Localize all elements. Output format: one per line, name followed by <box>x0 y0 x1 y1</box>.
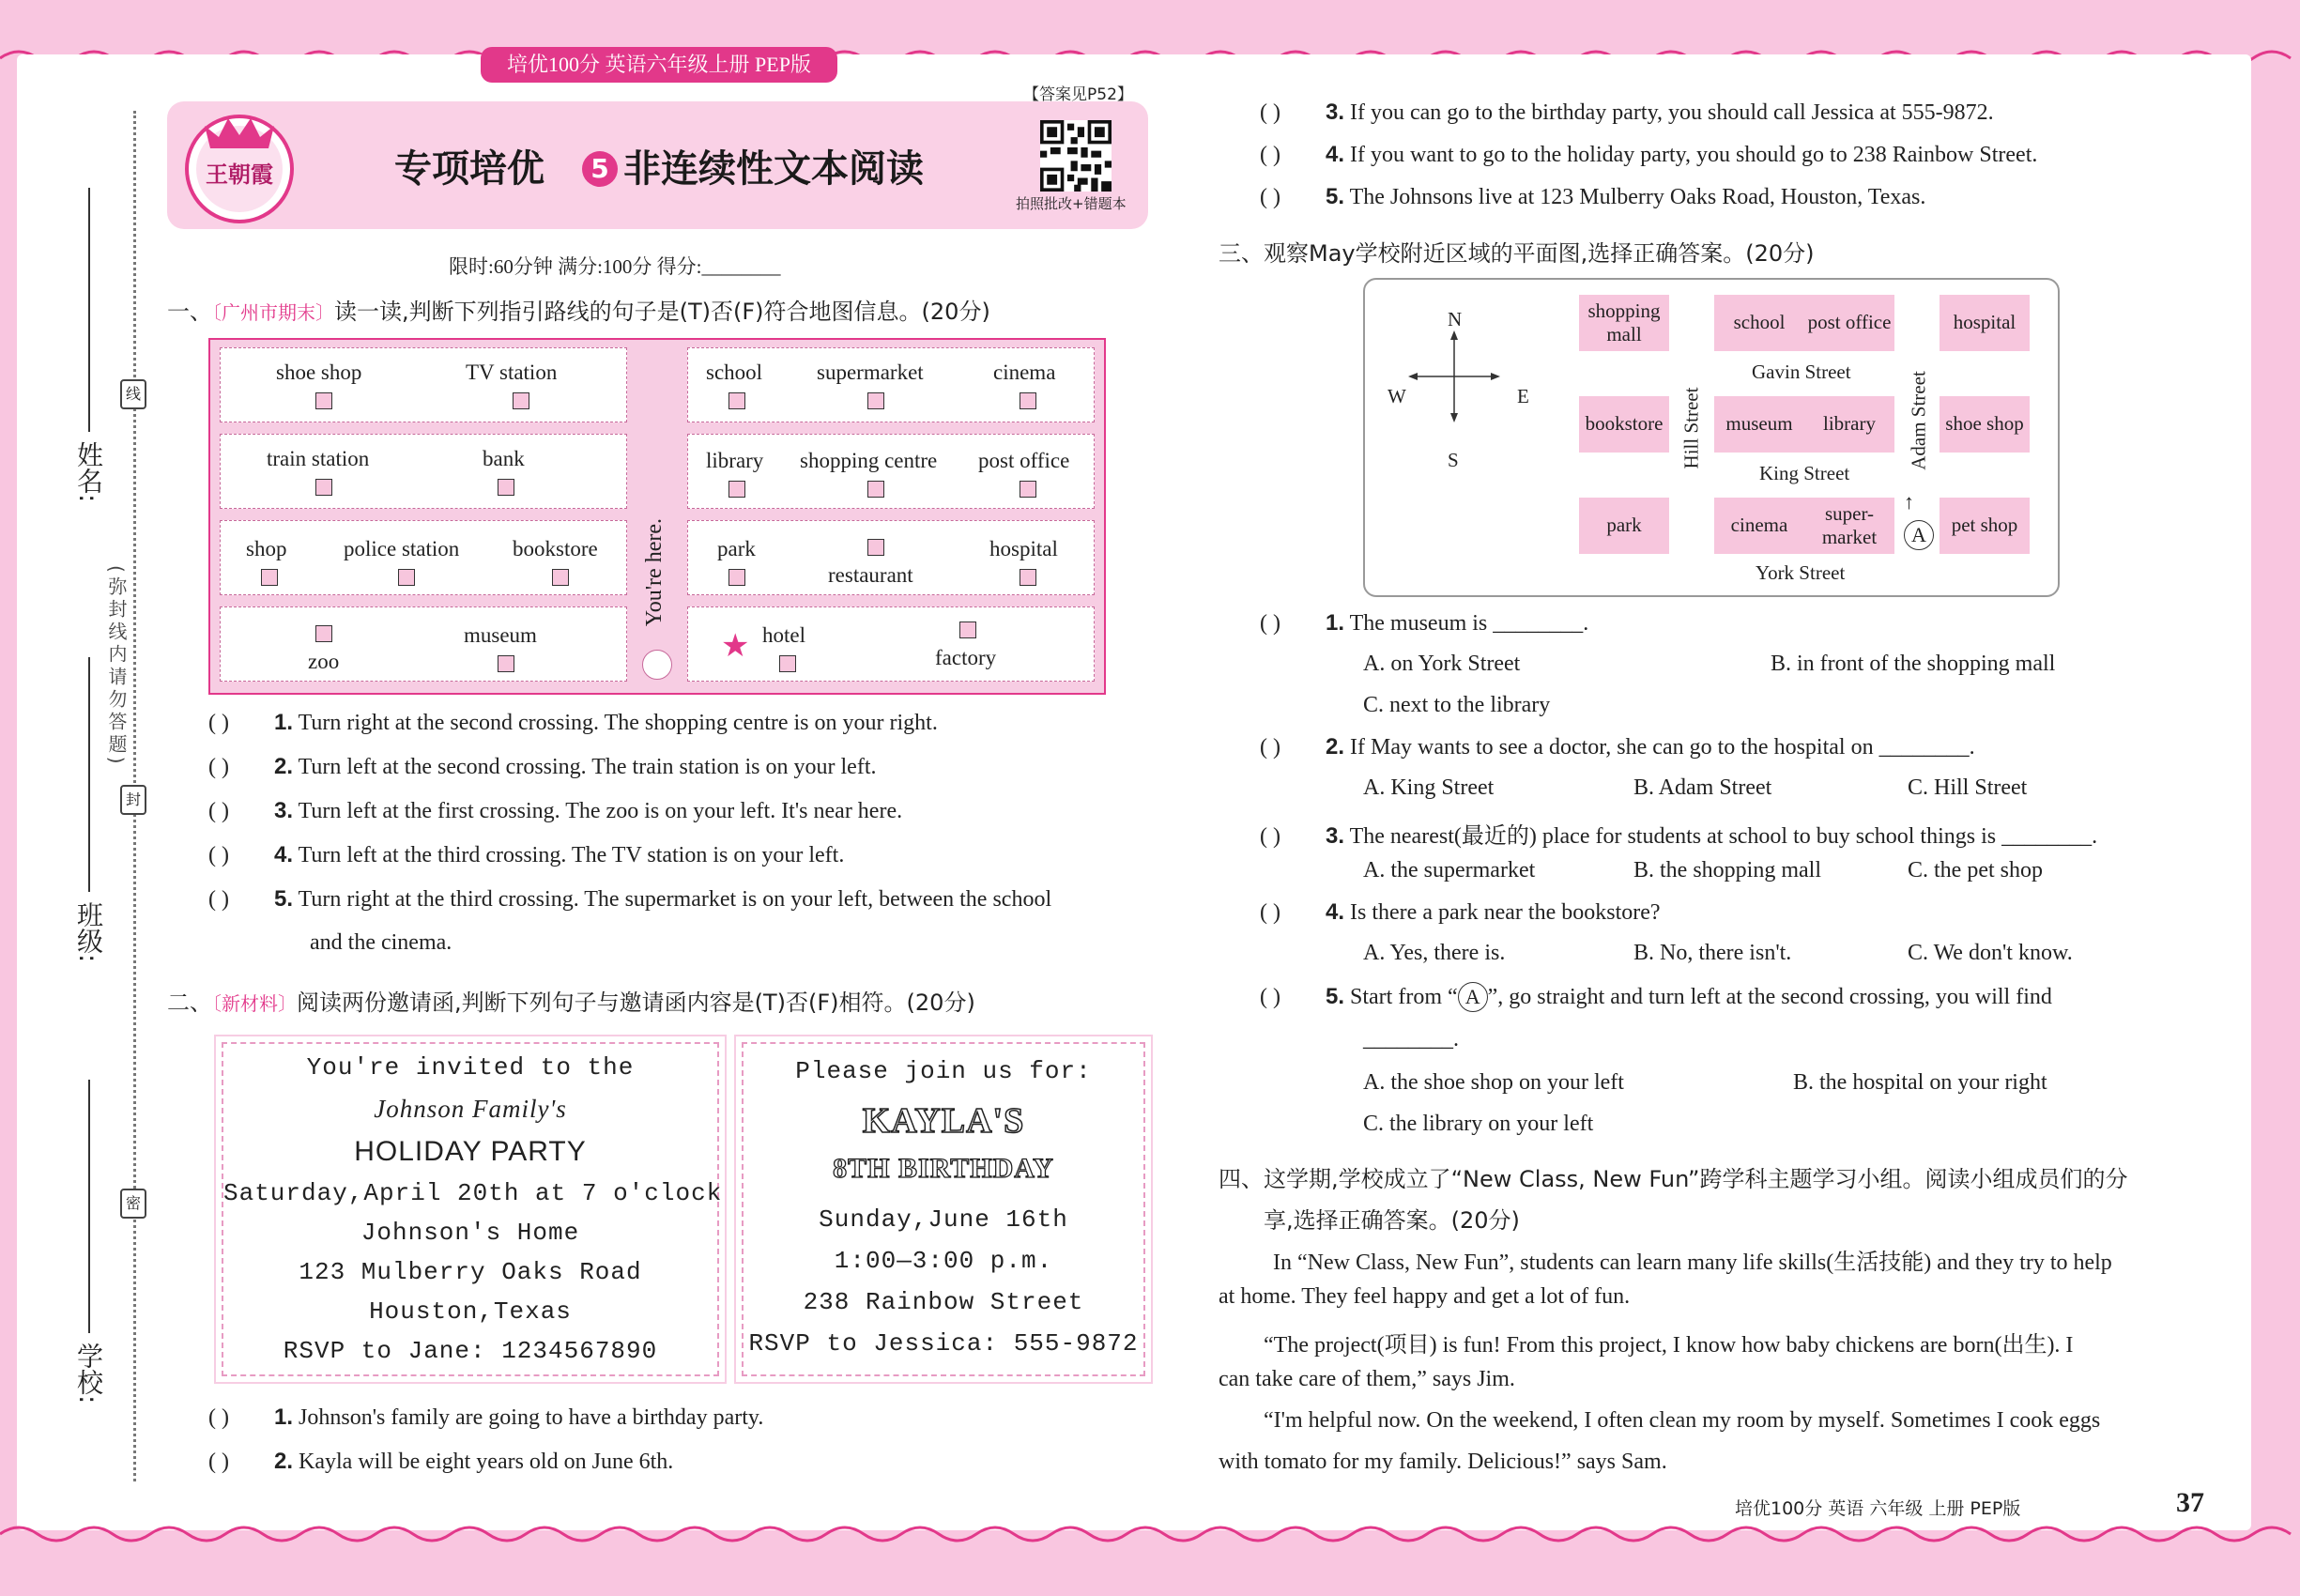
route-map <box>208 338 1106 695</box>
publisher-logo <box>176 105 302 225</box>
map-marker <box>261 569 278 586</box>
binding-note: (弥封线内请勿答题) <box>105 565 128 768</box>
block-l2 <box>220 434 627 509</box>
map-label-shop: shop <box>246 537 287 560</box>
class-label: 班级: <box>73 901 104 963</box>
inv2-line-4: Sunday,June 16th <box>819 1205 1068 1234</box>
s1-question-4: ( ) 4. Turn left at the third crossing. The TV station is on your left. <box>208 842 845 867</box>
s4-paragraph-1: In “New Class, New Fun”, students can learn many life skills(生活技能) and they try to help <box>1273 1251 2112 1275</box>
qr-code-icon[interactable] <box>1040 120 1112 192</box>
map2-york-street: York Street <box>1756 561 1846 584</box>
map-label-factory: factory <box>935 646 997 669</box>
s3-question-1: ( ) 1. The museum is ________. <box>1260 610 1589 636</box>
s1-question-5: ( ) 5. Turn right at the third crossing. The supermarket is on your left, between the school <box>208 886 1052 912</box>
map-marker <box>315 479 332 496</box>
block-l1 <box>220 347 627 422</box>
s2-question-1: ( ) 1. Johnson's family are going to have a birthday party. <box>208 1404 764 1430</box>
inv2-line-5: 1:00—3:00 p.m. <box>834 1247 1053 1275</box>
s3-question-3: ( ) 3. The nearest(最近的) place for students at school to buy school things is ________. <box>1260 823 2098 849</box>
inv1-line-8: RSVP to Jane: 1234567890 <box>283 1337 658 1365</box>
s3-q4-option-b: B. No, there isn't. <box>1633 941 1792 965</box>
map2-library: library <box>1804 396 1894 453</box>
seal-mark-seal: 封 <box>120 785 146 815</box>
section-2-number: 二、 <box>167 990 212 1016</box>
s3-q4-option-c: C. We don't know. <box>1908 941 2073 965</box>
section-2-instruction: 阅读两份邀请函,判断下列句子与邀请函内容是(T)否(F)相符。(20分) <box>297 990 975 1016</box>
compass-e: E <box>1517 385 1529 407</box>
section-2-heading <box>167 984 975 1017</box>
compass-s: S <box>1448 449 1459 471</box>
map-label-zoo: zoo <box>308 650 340 673</box>
block-r1 <box>687 347 1095 422</box>
map-label-restaurant: restaurant <box>828 563 913 587</box>
inv1-line-4: Saturday,April 20th at 7 o'clock <box>223 1179 723 1207</box>
s4-paragraph-1-cont: at home. They feel happy and get a lot of fun. <box>1219 1284 1631 1309</box>
map2-cinema: cinema <box>1714 498 1804 554</box>
time-score-line: 限时:60分钟 满分:100分 得分:________ <box>449 255 781 278</box>
map-label-museum: museum <box>464 623 537 647</box>
s4-paragraph-3-cont: with tomato for my family. Delicious!” says Sam. <box>1219 1450 1667 1474</box>
footer-series: 培优100分 英语 六年级 上册 PEP版 <box>1735 1498 2021 1519</box>
start-point-a: A <box>1904 520 1934 550</box>
school-blank <box>88 1080 90 1333</box>
inv1-line-7: Houston,Texas <box>369 1297 572 1326</box>
section-2-tag: 〔新材料〕 <box>212 992 297 1015</box>
s3-q5-option-a: A. the shoe shop on your left <box>1363 1070 1624 1095</box>
section-3-heading: 三、观察May学校附近区域的平面图,选择正确答案。(20分) <box>1219 240 1815 267</box>
you-are-here-circle <box>642 650 672 680</box>
s1-question-5-continued: and the cinema. <box>310 930 452 955</box>
class-blank <box>88 657 90 892</box>
map-marker <box>728 481 745 498</box>
map-label-library: library <box>706 449 764 472</box>
map-marker <box>498 479 514 496</box>
s4-paragraph-3: “I'm helpful now. On the weekend, I often clean my room by myself. Sometimes I cook eggs <box>1264 1408 2101 1433</box>
map-marker <box>867 481 884 498</box>
bottom-wave-border <box>0 1521 2300 1547</box>
title-part-b: 非连续性文本阅读 <box>623 147 924 191</box>
seal-mark-secret: 密 <box>120 1189 146 1219</box>
map-marker <box>1020 481 1036 498</box>
map-label-bookstore: bookstore <box>513 537 598 560</box>
s3-q3-option-a: A. the supermarket <box>1363 858 1536 882</box>
map2-bookstore: bookstore <box>1579 396 1669 453</box>
map2-post-office: post office <box>1804 295 1894 351</box>
s3-question-4: ( ) 4. Is there a park near the bookstore? <box>1260 899 1661 925</box>
s3-q2-option-a: A. King Street <box>1363 775 1495 800</box>
s3-question-5: ( ) 5. Start from “ A ”, go straight and turn left at the second crossing, you will find <box>1260 982 2052 1012</box>
map2-gavin-street: Gavin Street <box>1752 361 1851 383</box>
title-part-a: 专项培优 <box>394 147 544 191</box>
block-l4 <box>220 606 627 682</box>
s3-q5-option-c: C. the library on your left <box>1363 1112 1594 1136</box>
map2-shoe-shop: shoe shop <box>1940 396 2030 453</box>
inv1-line-1: You're invited to the <box>306 1053 635 1082</box>
map-label-train-station: train station <box>267 447 370 470</box>
logo-text: 王朝霞 <box>206 161 273 188</box>
s2-question-5: ( ) 5. The Johnsons live at 123 Mulberry Oaks Road, Houston, Texas. <box>1260 184 1926 209</box>
s1-question-2: ( ) 2. Turn left at the second crossing. The train station is on your left. <box>208 754 877 779</box>
s4-paragraph-2-cont: can take care of them,” says Jim. <box>1219 1367 1515 1391</box>
name-label: 姓名: <box>73 441 104 503</box>
s3-q2-option-b: B. Adam Street <box>1633 775 1772 800</box>
map2-school: school <box>1714 295 1804 351</box>
map-label-shoe-shop: shoe shop <box>276 361 362 384</box>
compass-n: N <box>1448 308 1463 330</box>
section-1-number: 一、 <box>167 299 212 325</box>
map-marker <box>315 625 332 642</box>
page-title <box>394 139 924 192</box>
section-1-instruction: 读一读,判断下列指引路线的句子是(T)否(F)符合地图信息。(20分) <box>334 299 990 325</box>
title-number-badge: 5 <box>582 151 618 187</box>
section-4-heading-cont: 享,选择正确答案。(20分) <box>1264 1207 1520 1234</box>
s4-paragraph-2: “The project(项目) is fun! From this project, I know how baby chickens are born(出生). I <box>1264 1333 2074 1358</box>
s3-q3-option-c: C. the pet shop <box>1908 858 2043 882</box>
s3-q1-option-c: C. next to the library <box>1363 693 1551 717</box>
series-badge: 培优100分 英语六年级上册 PEP版 <box>481 47 837 83</box>
map2-hill-street: Hill Street <box>1679 387 1703 469</box>
map-marker <box>959 622 976 638</box>
name-blank <box>88 188 90 432</box>
answer-reference: 【答案见P52】 <box>1023 85 1133 104</box>
map-marker <box>728 569 745 586</box>
map-label-hospital: hospital <box>989 537 1058 560</box>
map-label-police-station: police station <box>344 537 460 560</box>
map-label-supermarket: supermarket <box>817 361 924 384</box>
map-marker <box>513 392 529 409</box>
map-marker <box>728 392 745 409</box>
map-marker <box>398 569 415 586</box>
section-4-heading: 四、这学期,学校成立了“New Class, New Fun”跨学科主题学习小组。阅读小组成员们的分 <box>1219 1166 2128 1192</box>
map2-hospital: hospital <box>1940 295 2030 351</box>
map-marker <box>552 569 569 586</box>
inv1-line-3: HOLIDAY PARTY <box>354 1136 587 1167</box>
you-are-here-label: You're here. <box>642 518 667 627</box>
s3-q1-option-a: A. on York Street <box>1363 652 1521 676</box>
s2-question-3: ( ) 3. If you can go to the birthday party, you should call Jessica at 555-9872. <box>1260 100 1994 125</box>
map-marker <box>498 655 514 672</box>
s3-q1-option-b: B. in front of the shopping mall <box>1771 652 2056 676</box>
map-marker <box>315 392 332 409</box>
map-label-tv-station: TV station <box>466 361 558 384</box>
invitation-birthday <box>742 1042 1145 1376</box>
s3-q5-blank: ________. <box>1363 1027 1459 1051</box>
section-1-tag: 〔广州市期末〕 <box>212 301 334 324</box>
map-marker <box>1020 392 1036 409</box>
map2-supermarket: super-market <box>1804 498 1894 554</box>
inv2-line-2: KAYLA'S <box>862 1101 1025 1141</box>
inv2-line-7: RSVP to Jessica: 555-9872 <box>748 1329 1139 1358</box>
map-marker <box>867 392 884 409</box>
map2-museum: museum <box>1714 396 1804 453</box>
map-marker <box>867 539 884 556</box>
map-label-shopping-centre: shopping centre <box>800 449 938 472</box>
map-label-bank: bank <box>483 447 525 470</box>
inv1-line-6: 123 Mulberry Oaks Road <box>299 1258 642 1286</box>
map2-shopping-mall: shopping mall <box>1579 295 1669 351</box>
s1-question-1: ( ) 1. Turn right at the second crossing. The shopping centre is on your right. <box>208 710 938 735</box>
school-label: 学校: <box>73 1343 104 1404</box>
star-icon: ★ <box>721 629 750 664</box>
map2-park: park <box>1579 498 1669 554</box>
school-area-map <box>1363 278 2060 597</box>
seal-mark-line: 线 <box>120 379 146 409</box>
s3-q3-option-b: B. the shopping mall <box>1633 858 1821 882</box>
map-marker <box>779 655 796 672</box>
map2-pet-shop: pet shop <box>1940 498 2030 554</box>
map-label-cinema: cinema <box>993 361 1056 384</box>
map-label-hotel: hotel <box>762 623 805 647</box>
s1-question-3: ( ) 3. Turn left at the first crossing. The zoo is on your left. It's near here. <box>208 798 903 823</box>
section-1-heading <box>167 293 990 326</box>
compass-icon <box>1403 325 1506 428</box>
s3-q5-option-b: B. the hospital on your right <box>1793 1070 2047 1095</box>
s2-question-2: ( ) 2. Kayla will be eight years old on June 6th. <box>208 1449 674 1474</box>
map-label-post-office: post office <box>978 449 1070 472</box>
start-point-a-inline: A <box>1458 982 1488 1012</box>
map-marker <box>1020 569 1036 586</box>
map2-king-street: King Street <box>1759 462 1850 484</box>
s3-question-2: ( ) 2. If May wants to see a doctor, she can go to the hospital on ________. <box>1260 734 1975 760</box>
qr-caption: 拍照批改+错题本 <box>1016 195 1127 212</box>
inv2-line-6: 238 Rainbow Street <box>803 1288 1084 1316</box>
arrow-up-icon: ↑ <box>1904 490 1914 514</box>
inv1-line-5: Johnson's Home <box>360 1219 580 1247</box>
compass-w: W <box>1388 385 1406 407</box>
s3-q2-option-c: C. Hill Street <box>1908 775 2028 800</box>
map2-adam-street: Adam Street <box>1907 371 1930 470</box>
map-label-school: school <box>706 361 763 384</box>
page-number: 37 <box>2176 1487 2204 1518</box>
s2-question-4: ( ) 4. If you want to go to the holiday party, you should go to 238 Rainbow Street. <box>1260 142 2038 167</box>
map-label-park: park <box>717 537 756 560</box>
invitation-holiday-party <box>222 1042 723 1376</box>
s3-q4-option-a: A. Yes, there is. <box>1363 941 1506 965</box>
inv2-line-1: Please join us for: <box>795 1057 1092 1085</box>
inv2-line-3: 8TH BIRTHDAY <box>833 1153 1054 1184</box>
inv1-line-2: Johnson Family's <box>374 1095 567 1123</box>
